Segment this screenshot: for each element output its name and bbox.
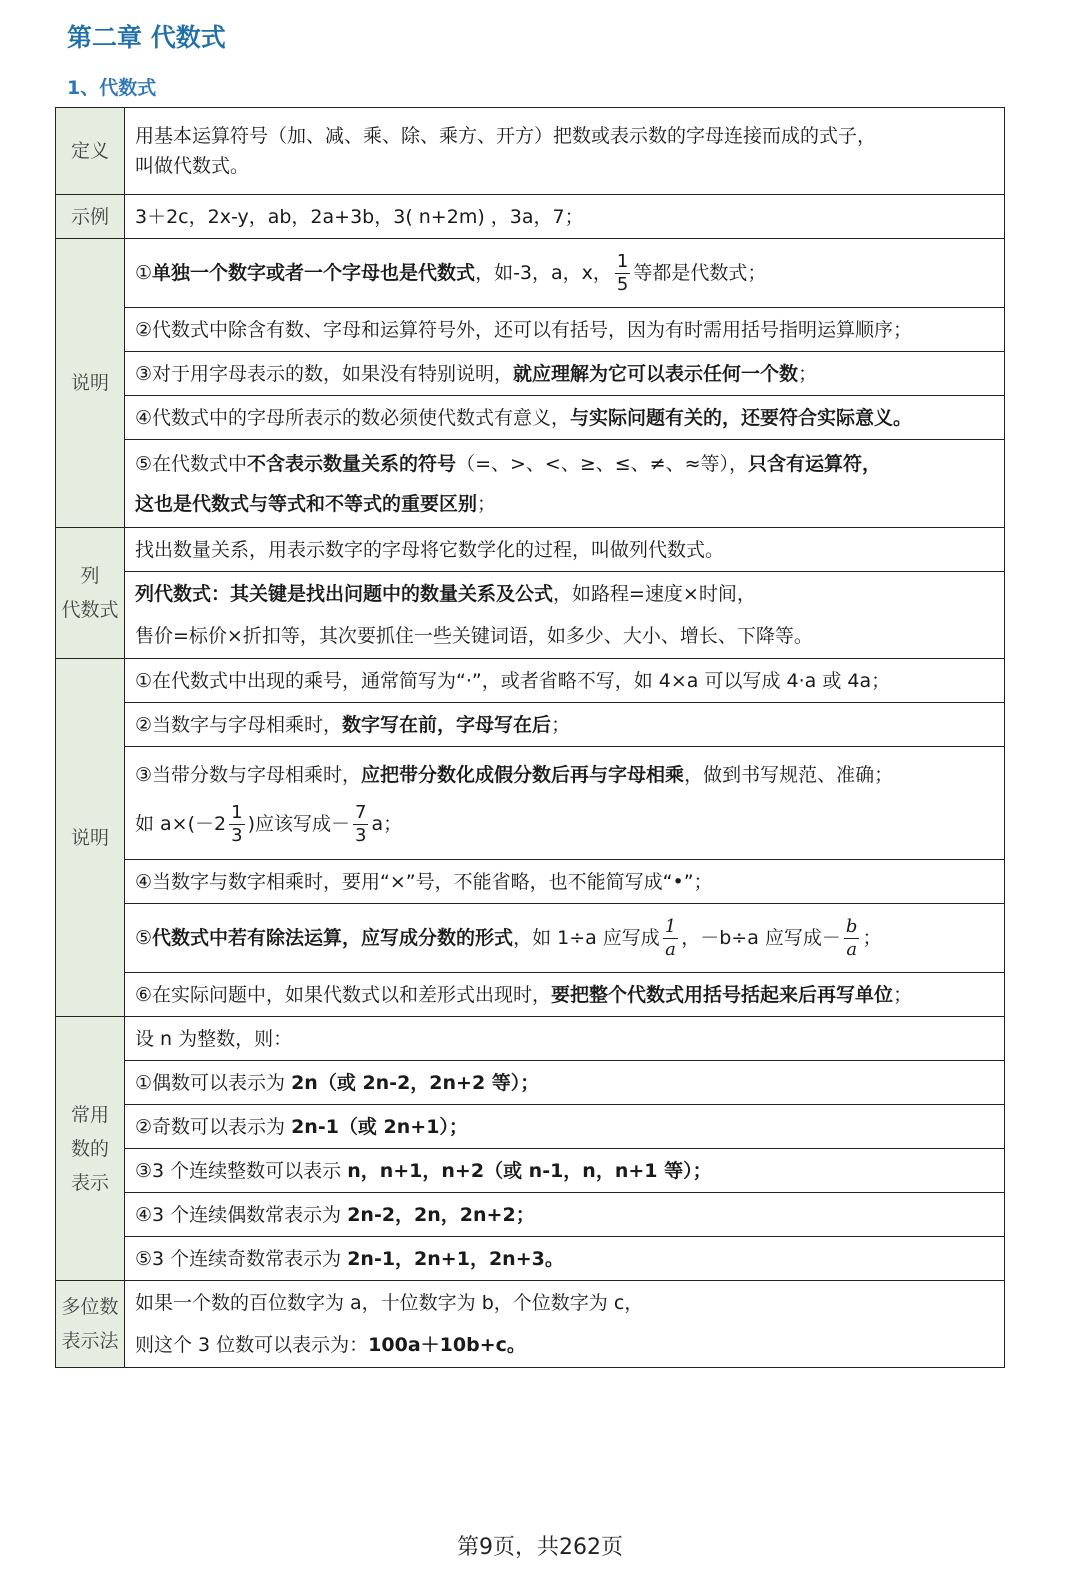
fraction-b-over-a	[844, 915, 860, 960]
label-multi	[56, 1281, 125, 1368]
row-notes2-3	[56, 747, 1005, 860]
bold-text: 列代数式：其关键是找出问题中的数量关系及公式	[135, 583, 554, 605]
numerator: 1	[664, 915, 677, 937]
notes1-item2: ②代数式中除含有数、字母和运算符号外，还可以有括号，因为有时需用括号指明运算顺序；	[125, 308, 1005, 352]
text: 如 a×(－2	[135, 813, 227, 835]
bold-text: 2n（或 2n-2，2n+2 等）；	[291, 1071, 540, 1094]
row-list-1	[56, 528, 1005, 572]
notes1-item4	[125, 396, 1005, 440]
bold-text: 不含表示数量关系的符号	[247, 452, 457, 475]
text: a；	[371, 813, 403, 835]
row-common-4	[56, 1193, 1005, 1237]
row-notes2-1	[56, 659, 1005, 703]
text: ；	[893, 983, 913, 1006]
circle-num: ⑤	[135, 926, 153, 949]
denominator: a	[846, 938, 858, 960]
text: ，－b÷a 应写成－	[681, 926, 841, 949]
label-list-line1: 列	[80, 565, 100, 587]
text: ；	[862, 926, 882, 949]
notes1-item5-line2	[135, 484, 994, 524]
label-definition: 定义	[56, 108, 125, 195]
notes2-item3-line2	[135, 796, 994, 852]
bold-text: 2n-2，2n，2n+2；	[347, 1203, 535, 1226]
text: ③对于用字母表示的数，如果没有特别说明，	[135, 362, 514, 385]
label-list-line2: 代数式	[61, 599, 119, 621]
text: （=、>、<、≥、≤、≠、≈等），	[456, 452, 749, 475]
text: )应该写成－	[247, 813, 350, 835]
text: 则这个 3 位数可以表示为：	[135, 1334, 369, 1356]
row-notes1-5	[56, 440, 1005, 528]
row-common-0	[56, 1017, 1005, 1061]
row-multi	[56, 1281, 1005, 1368]
circle-num: ①	[135, 261, 153, 284]
notes1-item5	[125, 440, 1005, 528]
page-footer: 第9页，共262页	[457, 1535, 623, 1560]
row-common-5	[56, 1237, 1005, 1281]
notes2-item1: ①在代数式中出现的乘号，通常简写为“·”，或者省略不写，如 4×a 可以写成 4·a 或 4a；	[125, 659, 1005, 703]
text: ⑥在实际问题中，如果代数式以和差形式出现时，	[135, 983, 552, 1006]
notes1-item5-line1	[135, 444, 994, 484]
numerator: b	[845, 915, 858, 937]
bold-text: 就应理解为它可以表示任何一个数	[513, 362, 799, 385]
fraction-seven-thirds	[353, 804, 368, 845]
label-notes1: 说明	[56, 239, 125, 528]
text: ；	[798, 362, 818, 385]
label-common-line1: 常用	[70, 1103, 109, 1126]
text: ③3 个连续整数可以表示	[135, 1159, 348, 1182]
bold-text: 与实际问题有关的，还要符合实际意义。	[570, 406, 913, 429]
label-multi-line2: 表示法	[61, 1330, 119, 1352]
row-example	[56, 195, 1005, 239]
label-common	[56, 1017, 125, 1281]
text: ③当带分数与字母相乘时，	[135, 764, 362, 786]
row-notes2-6	[56, 973, 1005, 1017]
row-definition	[56, 108, 1005, 195]
bold-text: 2n-1，2n+1，2n+3。	[347, 1247, 564, 1270]
row-common-3	[56, 1149, 1005, 1193]
bold-text: 2n-1（或 2n+1）；	[291, 1115, 468, 1138]
notes1-item1	[125, 239, 1005, 308]
row-common-1	[56, 1061, 1005, 1105]
label-notes2: 说明	[56, 659, 125, 1017]
definition-line2: 叫做代数式。	[135, 155, 250, 177]
row-notes1-3	[56, 352, 1005, 396]
notes2-item3-line1	[135, 754, 994, 796]
section-title: 1、代数式	[67, 77, 157, 99]
numerator: 7	[354, 802, 367, 823]
list-item2	[125, 572, 1005, 659]
notes2-item4: ④当数字与数字相乘时，要用“×”号，不能省略，也不能简写成“•”；	[125, 860, 1005, 904]
notes2-item3	[125, 747, 1005, 860]
numerator: 1	[616, 250, 629, 272]
algebra-table	[55, 107, 1005, 1368]
text: ⑤在代数式中	[135, 452, 248, 475]
bold-text: 代数式中若有除法运算，应写成分数的形式	[152, 926, 514, 949]
text: ，如-3，a，x，	[475, 261, 612, 284]
bold-text: 要把整个代数式用括号括起来后再写单位	[551, 983, 894, 1006]
list-item2-line1	[135, 573, 994, 615]
common-item2	[125, 1105, 1005, 1149]
notes2-item5	[125, 904, 1005, 973]
row-notes1-4	[56, 396, 1005, 440]
row-notes1-1	[56, 239, 1005, 308]
bold-text: 数字写在前，字母写在后	[342, 713, 552, 736]
row-notes2-2	[56, 703, 1005, 747]
text: ，如路程=速度×时间，	[553, 583, 756, 605]
numerator: 1	[231, 802, 243, 823]
example-cell: 3＋2c，2x-y，ab，2a+3b，3( n+2m) ，3a，7；	[125, 195, 1005, 239]
label-multi-line1: 多位数	[61, 1296, 119, 1318]
denominator: 5	[616, 273, 629, 295]
text: ，如 1÷a 应写成	[513, 926, 660, 949]
denominator: 3	[354, 825, 367, 846]
bold-text: 应把带分数化成假分数后再与字母相乘	[361, 764, 685, 786]
notes1-item3	[125, 352, 1005, 396]
text: ②奇数可以表示为	[135, 1115, 292, 1138]
bold-text: 单独一个数字或者一个字母也是代数式	[152, 261, 476, 284]
multi-cell	[125, 1281, 1005, 1368]
denominator: 3	[231, 825, 243, 846]
list-item2-line2: 售价=标价×折扣等，其次要抓住一些关键词语，如多少、大小、增长、下降等。	[135, 625, 813, 647]
definition-line1: 用基本运算符号（加、减、乘、除、乘方、开方）把数或表示数的字母连接而成的式子，	[135, 125, 877, 147]
multi-line2	[135, 1324, 994, 1366]
row-notes2-5	[56, 904, 1005, 973]
bold-text: n，n+1，n+2（或 n-1，n，n+1 等）；	[347, 1159, 712, 1182]
denominator: a	[665, 938, 676, 960]
row-list-2	[56, 572, 1005, 659]
row-notes2-4	[56, 860, 1005, 904]
text: ；	[477, 492, 497, 515]
fraction-one-fifth	[615, 250, 630, 295]
label-list	[56, 528, 125, 659]
row-notes1-2	[56, 308, 1005, 352]
common-item5	[125, 1237, 1005, 1281]
bold-text: 只含有运算符，	[748, 452, 882, 475]
text: 等都是代数式；	[633, 261, 767, 284]
multi-line1: 如果一个数的百位数字为 a，十位数字为 b，个位数字为 c，	[135, 1292, 644, 1314]
fraction-one-third	[229, 804, 244, 845]
text: ④代数式中的字母所表示的数必须使代数式有意义，	[135, 406, 571, 429]
label-common-line3: 表示	[70, 1171, 109, 1194]
chapter-title: 第二章 代数式	[67, 23, 226, 52]
common-intro: 设 n 为整数，则：	[125, 1017, 1005, 1061]
notes2-item2	[125, 703, 1005, 747]
text: ，做到书写规范、准确；	[684, 764, 894, 786]
text: ④3 个连续偶数常表示为	[135, 1203, 348, 1226]
text: ⑤3 个连续奇数常表示为	[135, 1247, 348, 1270]
notes2-item6	[125, 973, 1005, 1017]
text: ；	[551, 713, 571, 736]
common-item3	[125, 1149, 1005, 1193]
label-common-line2: 数的	[70, 1137, 109, 1160]
row-common-2	[56, 1105, 1005, 1149]
list-item1: 找出数量关系，用表示数字的字母将它数学化的过程，叫做列代数式。	[125, 528, 1005, 572]
bold-text: 100a＋10b+c。	[368, 1334, 526, 1356]
bold-text: 这也是代数式与等式和不等式的重要区别	[135, 492, 478, 515]
fraction-one-over-a	[663, 915, 678, 960]
common-item4	[125, 1193, 1005, 1237]
text: ①偶数可以表示为	[135, 1071, 292, 1094]
text: ②当数字与字母相乘时，	[135, 713, 343, 736]
definition-cell	[125, 108, 1005, 195]
label-example: 示例	[56, 195, 125, 239]
common-item1	[125, 1061, 1005, 1105]
